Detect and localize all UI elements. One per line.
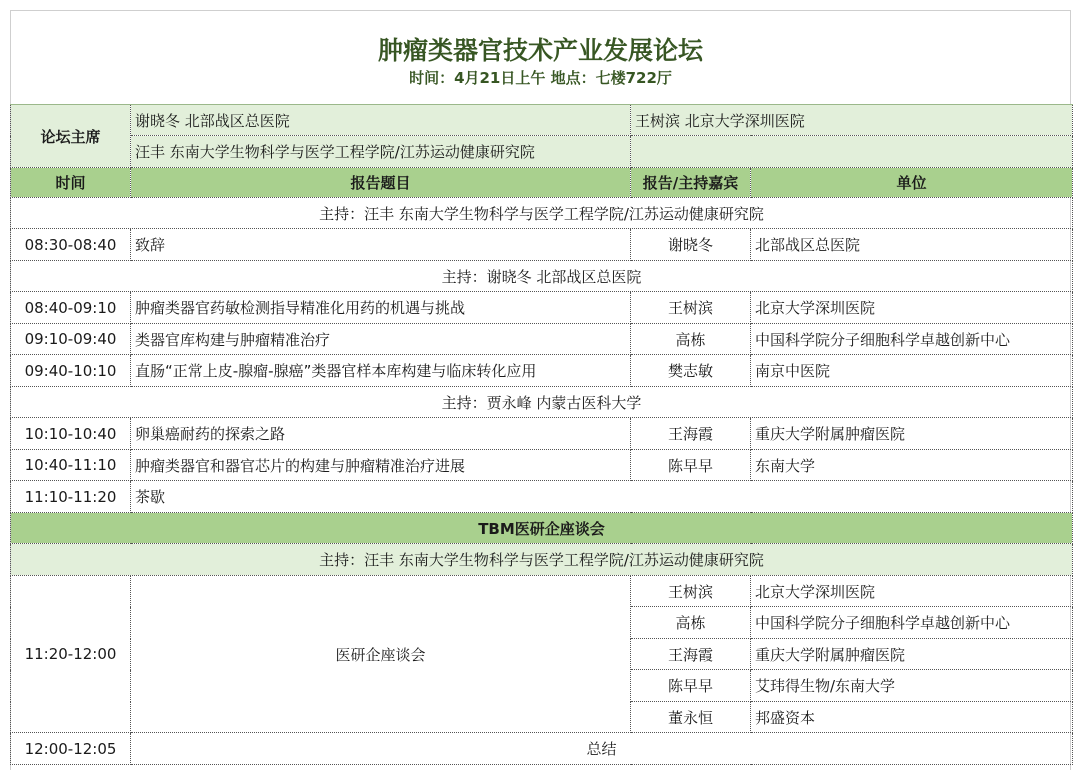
table-row — [11, 355, 1073, 387]
time-cell: 10:10-10:40 — [11, 418, 131, 450]
header-topic: 报告题目 — [131, 168, 631, 198]
speaker-cell: 王海霞 — [631, 639, 751, 670]
topic-cell: 总结 — [131, 733, 1073, 765]
agenda-table — [10, 104, 1073, 765]
table-row — [11, 229, 1073, 261]
speaker-cell: 董永恒 — [631, 702, 751, 733]
org-cell: 重庆大学附属肿瘤医院 — [751, 418, 1073, 450]
time-cell: 10:40-11:10 — [11, 450, 131, 481]
chair-item: 王树滨 北京大学深圳医院 — [631, 105, 1073, 136]
panel-row — [11, 576, 1073, 607]
org-cell: 北部战区总医院 — [751, 229, 1073, 261]
speaker-cell: 陈早早 — [631, 450, 751, 481]
topic-cell: 医研企座谈会 — [131, 576, 631, 733]
time-cell: 09:40-10:10 — [11, 355, 131, 387]
chair-item: 谢晓冬 北部战区总医院 — [131, 105, 631, 136]
table-row — [11, 450, 1073, 481]
header-speaker: 报告/主持嘉宾 — [631, 168, 751, 198]
topic-cell: 致辞 — [131, 229, 631, 261]
org-cell: 中国科学院分子细胞科学卓越创新中心 — [751, 607, 1073, 639]
time-cell: 11:10-11:20 — [11, 481, 131, 513]
host-row — [11, 544, 1073, 576]
topic-cell: 茶歇 — [131, 481, 1073, 513]
host-row — [11, 261, 1073, 292]
host-text: 主持：谢晓冬 北部战区总医院 — [11, 261, 1073, 292]
chair-empty — [631, 136, 1073, 168]
chairs-label: 论坛主席 — [11, 105, 131, 168]
speaker-cell: 王树滨 — [631, 292, 751, 324]
section-title: TBM医研企座谈会 — [11, 513, 1073, 544]
topic-cell: 直肠“正常上皮-腺瘤-腺癌”类器官样本库构建与临床转化应用 — [131, 355, 631, 387]
speaker-cell: 高栋 — [631, 607, 751, 639]
org-cell: 中国科学院分子细胞科学卓越创新中心 — [751, 324, 1073, 355]
org-cell: 东南大学 — [751, 450, 1073, 481]
host-text: 主持：贾永峰 内蒙古医科大学 — [11, 387, 1073, 418]
time-cell: 11:20-12:00 — [11, 576, 131, 733]
org-cell: 邦盛资本 — [751, 702, 1073, 733]
table-row — [11, 292, 1073, 324]
org-cell: 重庆大学附属肿瘤医院 — [751, 639, 1073, 670]
header-time: 时间 — [11, 168, 131, 198]
header-org: 单位 — [751, 168, 1073, 198]
time-cell: 12:00-12:05 — [11, 733, 131, 765]
speaker-cell: 谢晓冬 — [631, 229, 751, 261]
topic-cell: 卵巢癌耐药的探索之路 — [131, 418, 631, 450]
org-cell: 艾玮得生物/东南大学 — [751, 670, 1073, 702]
time-cell: 09:10-09:40 — [11, 324, 131, 355]
page-title: 肿瘤类器官技术产业发展论坛 — [377, 36, 703, 65]
speaker-cell: 王树滨 — [631, 576, 751, 607]
chair-item: 汪丰 东南大学生物科学与医学工程学院/江苏运动健康研究院 — [131, 136, 631, 168]
topic-cell: 肿瘤类器官药敏检测指导精准化用药的机遇与挑战 — [131, 292, 631, 324]
speaker-cell: 高栋 — [631, 324, 751, 355]
table-row — [11, 418, 1073, 450]
speaker-cell: 王海霞 — [631, 418, 751, 450]
host-row — [11, 198, 1073, 229]
host-text: 主持：汪丰 东南大学生物科学与医学工程学院/江苏运动健康研究院 — [11, 544, 1073, 576]
org-cell: 北京大学深圳医院 — [751, 576, 1073, 607]
chairs-row-2 — [11, 136, 1073, 168]
page-subtitle: 时间：4月21日上午 地点：七楼722厅 — [409, 69, 672, 87]
speaker-cell: 陈早早 — [631, 670, 751, 702]
org-cell: 南京中医院 — [751, 355, 1073, 387]
section-row — [11, 513, 1073, 544]
closing-row — [11, 733, 1073, 765]
host-row — [11, 387, 1073, 418]
speaker-cell: 樊志敏 — [631, 355, 751, 387]
chairs-row-1 — [11, 105, 1073, 136]
time-cell: 08:30-08:40 — [11, 229, 131, 261]
topic-cell: 肿瘤类器官和器官芯片的构建与肿瘤精准治疗进展 — [131, 450, 631, 481]
org-cell: 北京大学深圳医院 — [751, 292, 1073, 324]
host-text: 主持：汪丰 东南大学生物科学与医学工程学院/江苏运动健康研究院 — [11, 198, 1073, 229]
tea-break-row — [11, 481, 1073, 513]
table-row — [11, 324, 1073, 355]
time-cell: 08:40-09:10 — [11, 292, 131, 324]
header-row — [11, 168, 1073, 198]
topic-cell: 类器官库构建与肿瘤精准治疗 — [131, 324, 631, 355]
